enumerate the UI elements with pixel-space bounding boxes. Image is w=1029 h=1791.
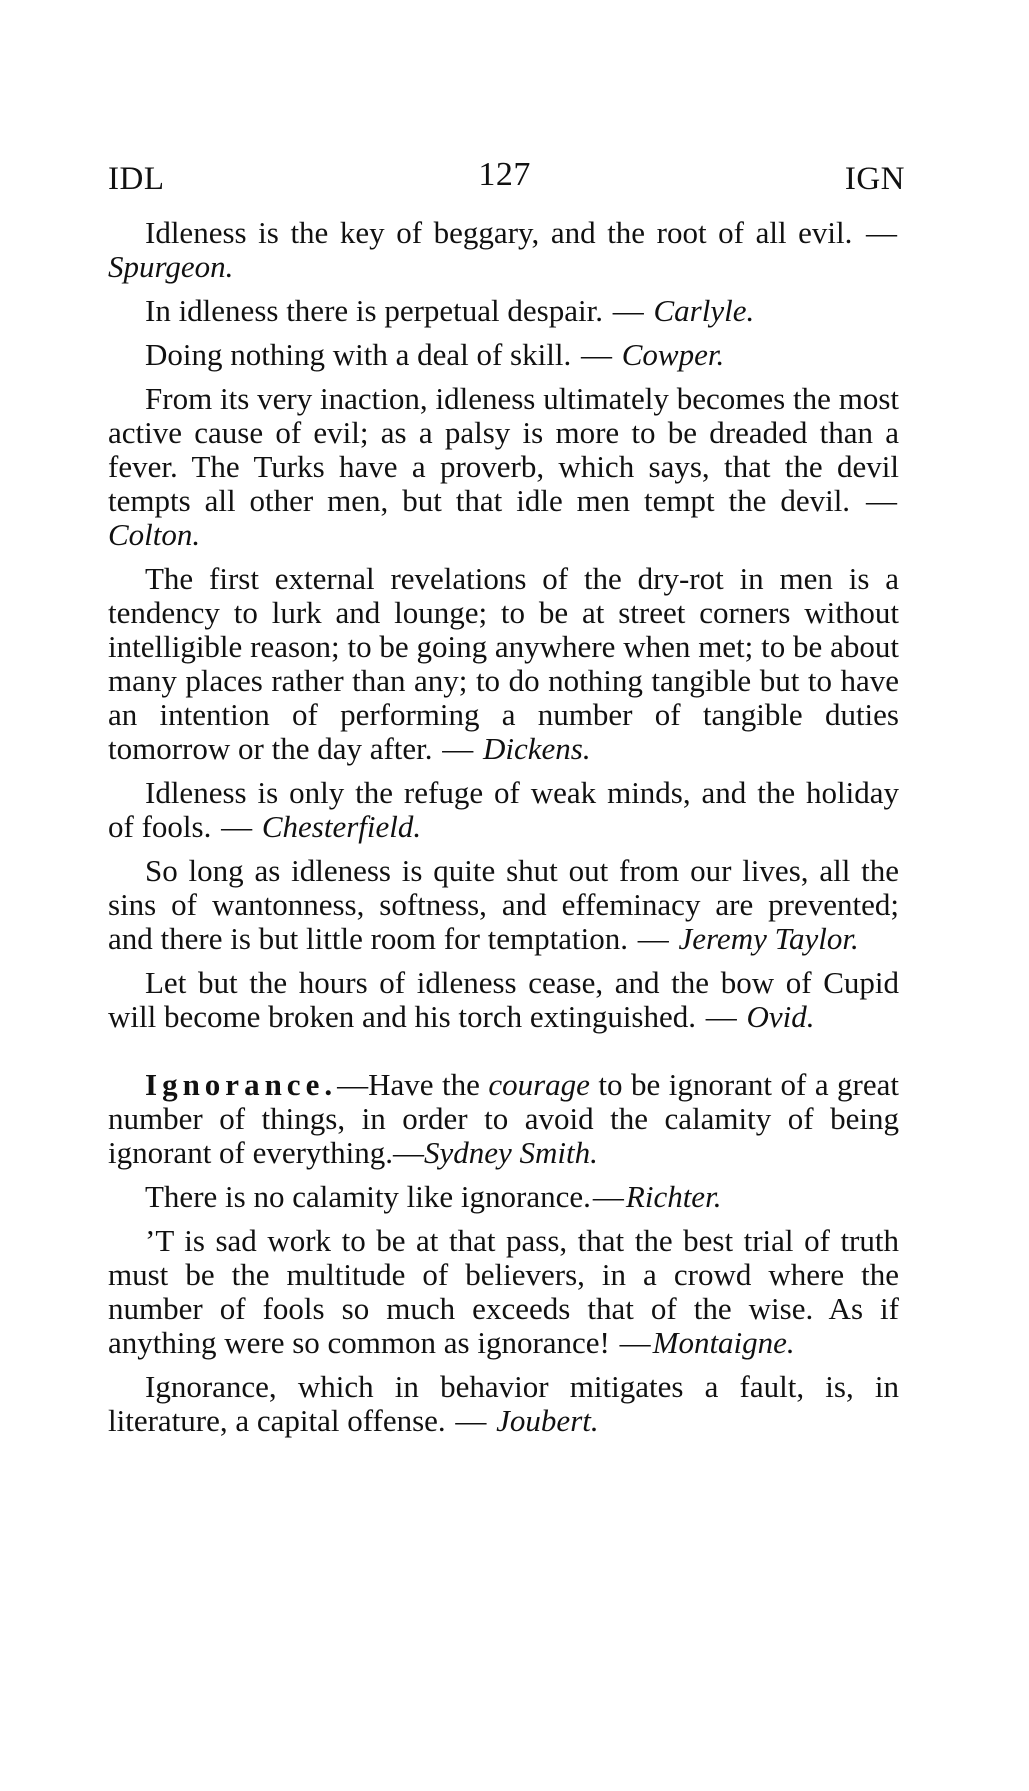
quote-text: In idleness there is perpetual despair.	[145, 293, 603, 328]
page-number: 127	[478, 156, 531, 193]
quote-author: Spurgeon.	[108, 249, 234, 284]
quote-text: ’T is sad work to be at that pass, that the best trial of truth must be the multitude of believers, in a crowd where the number of fools so much exceeds that of the wise. As if anything were so common as ignorance!	[108, 1223, 899, 1360]
header-left-guide-word: IDL	[108, 161, 165, 197]
quote-paragraph	[108, 966, 899, 1034]
attribution-dash: —	[637, 921, 669, 956]
quote-text: There is no calamity like ignorance.	[145, 1179, 591, 1214]
quote-paragraph	[108, 854, 899, 956]
quote-text: From its very inaction, idleness ultimately becomes the most active cause of evil; as a palsy is more to be dreaded than a fever. The Turks have a proverb, which says, that the devil tempts all other men, but that idle men tempt the devil.	[108, 381, 899, 518]
emphasized-word: courage	[488, 1067, 590, 1102]
attribution-dash: —	[442, 731, 474, 766]
quote-text-after: to be ignorant of a great number of things, in order to avoid the calamity of being ignorant of everything.	[108, 1067, 900, 1170]
quote-text-before: Have the	[368, 1067, 480, 1102]
quote-paragraph	[108, 1370, 899, 1438]
page-body	[108, 216, 899, 1448]
quote-author: Joubert.	[496, 1403, 599, 1438]
attribution-dash: —	[619, 1325, 651, 1360]
quote-author: Ovid.	[746, 999, 815, 1034]
headword-dash: —	[337, 1067, 369, 1102]
quote-author: Chesterfield.	[261, 809, 422, 844]
quote-author: Sydney Smith.	[423, 1135, 598, 1170]
quote-paragraph	[108, 776, 899, 844]
quote-author: Dickens.	[483, 731, 591, 766]
quote-text: Ignorance, which in behavior mitigates a fault, is, in literature, a capital offense.	[108, 1369, 899, 1438]
entry-ignorance	[108, 1068, 899, 1170]
attribution-dash: —	[612, 293, 644, 328]
quote-text: Doing nothing with a deal of skill.	[145, 337, 572, 372]
attribution-dash: —	[580, 337, 612, 372]
quote-paragraph	[108, 338, 899, 372]
quote-paragraph	[108, 294, 899, 328]
attribution-dash: —	[592, 1179, 624, 1214]
quote-paragraph	[108, 1180, 899, 1214]
attribution-dash: —	[221, 809, 253, 844]
quote-author: Richter.	[625, 1179, 722, 1214]
attribution-dash: —	[455, 1403, 487, 1438]
quote-text: Let but the hours of idleness cease, and the bow of Cupid will become broken and his torch extinguished.	[108, 965, 899, 1034]
quote-author: Carlyle.	[653, 293, 755, 328]
quote-paragraph	[108, 216, 899, 284]
quote-paragraph	[108, 382, 899, 552]
attribution-dash: —	[866, 215, 897, 250]
quote-paragraph	[108, 1224, 899, 1360]
quote-author: Montaigne.	[652, 1325, 795, 1360]
running-header	[108, 150, 905, 198]
attribution-dash: —	[705, 999, 737, 1034]
quote-author: Colton.	[108, 517, 201, 552]
quote-text: Idleness is the key of beggary, and the root of all evil.	[145, 215, 853, 250]
quote-text: The first external revelations of the dry-rot in men is a tendency to lurk and lounge; to be at street corners without intelligible reason; to be going anywhere when met; to be about many places rather than any; to do nothing tangible but to have an intention of performing a number of tangible duties tomorrow or the day after.	[108, 561, 899, 766]
attribution-dash: —	[866, 483, 898, 518]
header-right-guide-word: IGN	[844, 161, 905, 197]
quote-text: Idleness is only the refuge of weak minds, and the holiday of fools.	[108, 775, 899, 844]
quote-text: So long as idleness is quite shut out from our lives, all the sins of wantonness, softness, and effeminacy are prevented; and there is but little room for temptation.	[108, 853, 899, 956]
entry-headword: Ignorance.	[145, 1067, 338, 1102]
quote-paragraph	[108, 562, 899, 766]
attribution-dash: —	[392, 1135, 424, 1170]
quote-author: Cowper.	[621, 337, 725, 372]
quote-author: Jeremy Taylor.	[678, 921, 859, 956]
